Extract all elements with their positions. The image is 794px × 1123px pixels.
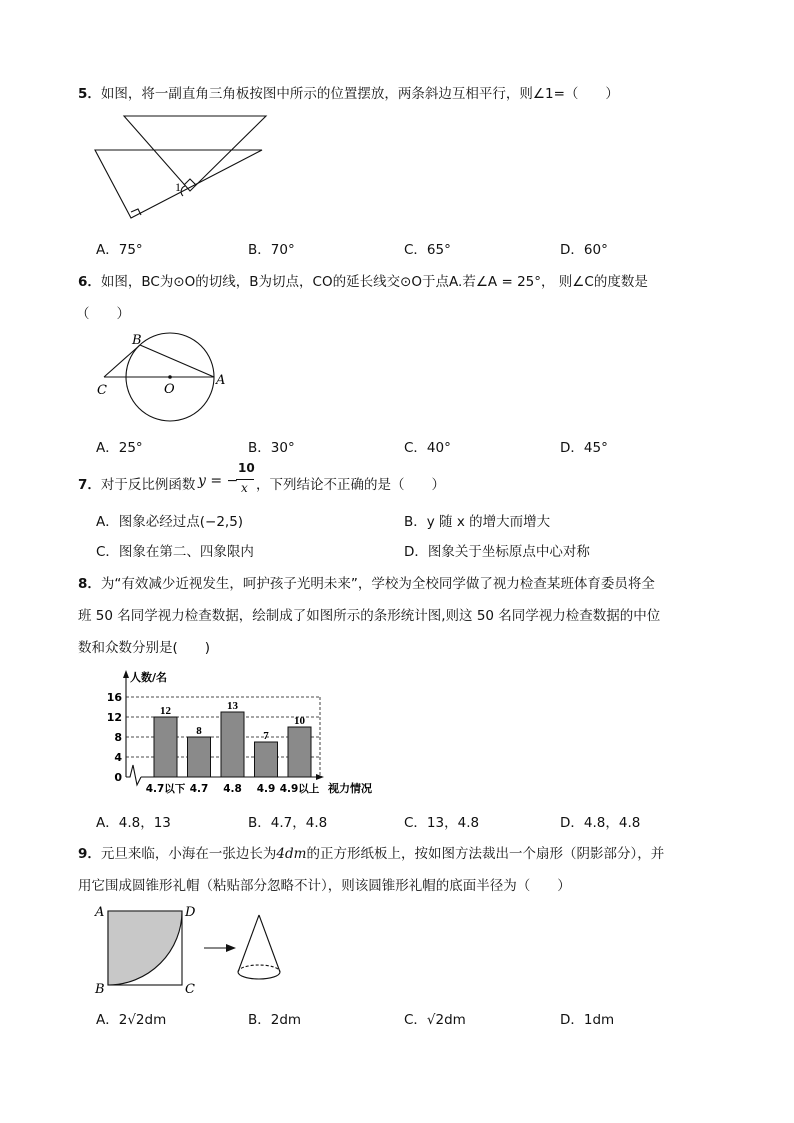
q7-formula-numerator: 10 <box>238 461 255 475</box>
chart-x-tick-label: 4.8 <box>223 783 242 795</box>
q5-text: 如图，将一副直角三角板按图中所示的位置摆放，两条斜边互相平行，则∠1=（ ） <box>100 86 619 102</box>
q6-number: 6． <box>78 274 101 290</box>
q7-formula-lhs: y = − <box>198 473 239 489</box>
q9-option-d: D．1dm <box>560 1012 615 1028</box>
q8-stem-line2: 班 50 名同学视力检查数据，绘制成了如图所示的条形统计图,则这 50 名同学视力检查数据的中位 <box>78 608 661 624</box>
q5-option-d: D．60° <box>560 242 608 258</box>
q7-text-post: ，下列结论不正确的是（ ） <box>256 477 445 493</box>
q6-option-d: D．45° <box>560 440 608 456</box>
q6-text-line1: 如图，BC为⊙O的切线，B为切点，CO的延长线交⊙O于点A.若∠A = 25°， 则∠C的度数是 <box>100 274 648 290</box>
chart-x-axis-label: 视力情况 <box>328 782 372 795</box>
q9-arrow-head <box>226 944 236 952</box>
q9-option-b: B．2dm <box>248 1012 302 1028</box>
q9-cone-left <box>238 915 259 972</box>
q7-option-a: A．图象必经过点(−2,5) <box>96 514 244 530</box>
q9-text-unit: 4dm <box>276 846 307 862</box>
chart-y-axis-label: 人数/名 <box>130 671 168 684</box>
q8-option-a: A．4.8，13 <box>96 815 171 831</box>
chart-data-label: 8 <box>196 725 202 737</box>
q9-cone-base-back <box>238 965 280 972</box>
q8-stem-line3: 数和众数分别是( ) <box>78 640 211 656</box>
q6-stem-line2: （ ） <box>76 306 130 322</box>
q7-option-c: C．图象在第二、四象限内 <box>96 544 254 560</box>
q9-option-c: C．√2dm <box>404 1012 466 1028</box>
q7-number: 7． <box>78 477 101 493</box>
q5-option-a: A．75° <box>96 242 143 258</box>
chart-y-tick-label: 8 <box>114 731 122 744</box>
chart-x-tick-label: 4.7 <box>189 783 209 795</box>
q6-label-o: O <box>164 382 175 397</box>
q9-sector <box>108 911 182 985</box>
q7-formula-denominator: x <box>241 481 248 495</box>
q5-option-c: C．65° <box>404 242 451 258</box>
q9-text-post: 的正方形纸板上，按如图方法裁出一个扇形（阴影部分），并 <box>306 846 665 862</box>
q9-text-pre: 元旦来临，小海在一张边长为 <box>100 846 277 862</box>
q7-option-b: B．y 随 x 的增大而增大 <box>404 514 551 530</box>
q8-option-c: C．13，4.8 <box>404 815 480 831</box>
q6-label-a: A <box>216 373 226 388</box>
q8-option-b: B．4.7，4.8 <box>248 815 328 831</box>
q6-option-a: A．25° <box>96 440 143 456</box>
chart-x-tick-label: 4.9以上 <box>279 783 320 795</box>
q9-option-a: A．2√2dm <box>96 1012 167 1028</box>
q9-cone-base-front <box>238 972 280 979</box>
chart-y-tick-label: 12 <box>106 711 122 724</box>
q9-label-b: B <box>95 982 105 997</box>
q9-number: 9． <box>78 846 101 862</box>
chart-data-label: 13 <box>227 700 238 712</box>
q9-label-a: A <box>95 905 105 920</box>
q7-text-pre: 对于反比例函数 <box>100 477 196 493</box>
chart-y-tick-label: 0 <box>114 771 122 784</box>
chart-data-label: 12 <box>160 705 171 717</box>
q8-text-line1: 为“有效减少近视发生，呵护孩子光明未来”，学校为全校同学做了视力检查某班体育委员将全 <box>100 576 655 592</box>
q8-option-d: D．4.8，4.8 <box>560 815 641 831</box>
q8-number: 8． <box>78 576 101 592</box>
chart-data-label: 10 <box>294 715 305 727</box>
q9-label-c: C <box>185 982 195 997</box>
chart-y-tick-label: 4 <box>114 751 122 764</box>
q7-option-d: D．图象关于坐标原点中心对称 <box>404 544 590 560</box>
q5-number: 5． <box>78 86 101 102</box>
chart-data-label: 7 <box>263 730 269 742</box>
q9-stem-line2: 用它围成圆锥形礼帽（粘贴部分忽略不计），则该圆锥形礼帽的底面半径为（ ） <box>78 878 571 894</box>
chart-y-tick-label: 16 <box>106 691 122 704</box>
q9-cone-right <box>259 915 280 972</box>
q6-option-b: B．30° <box>248 440 295 456</box>
q5-option-b: B．70° <box>248 242 295 258</box>
chart-x-tick-label: 4.7以下 <box>145 783 186 795</box>
q9-label-d: D <box>185 905 196 920</box>
chart-x-tick-label: 4.9 <box>256 783 276 795</box>
q6-label-c: C <box>97 383 107 398</box>
q6-option-c: C．40° <box>404 440 451 456</box>
q6-label-b: B <box>132 333 142 348</box>
q5-angle-label: 1 <box>175 180 181 194</box>
